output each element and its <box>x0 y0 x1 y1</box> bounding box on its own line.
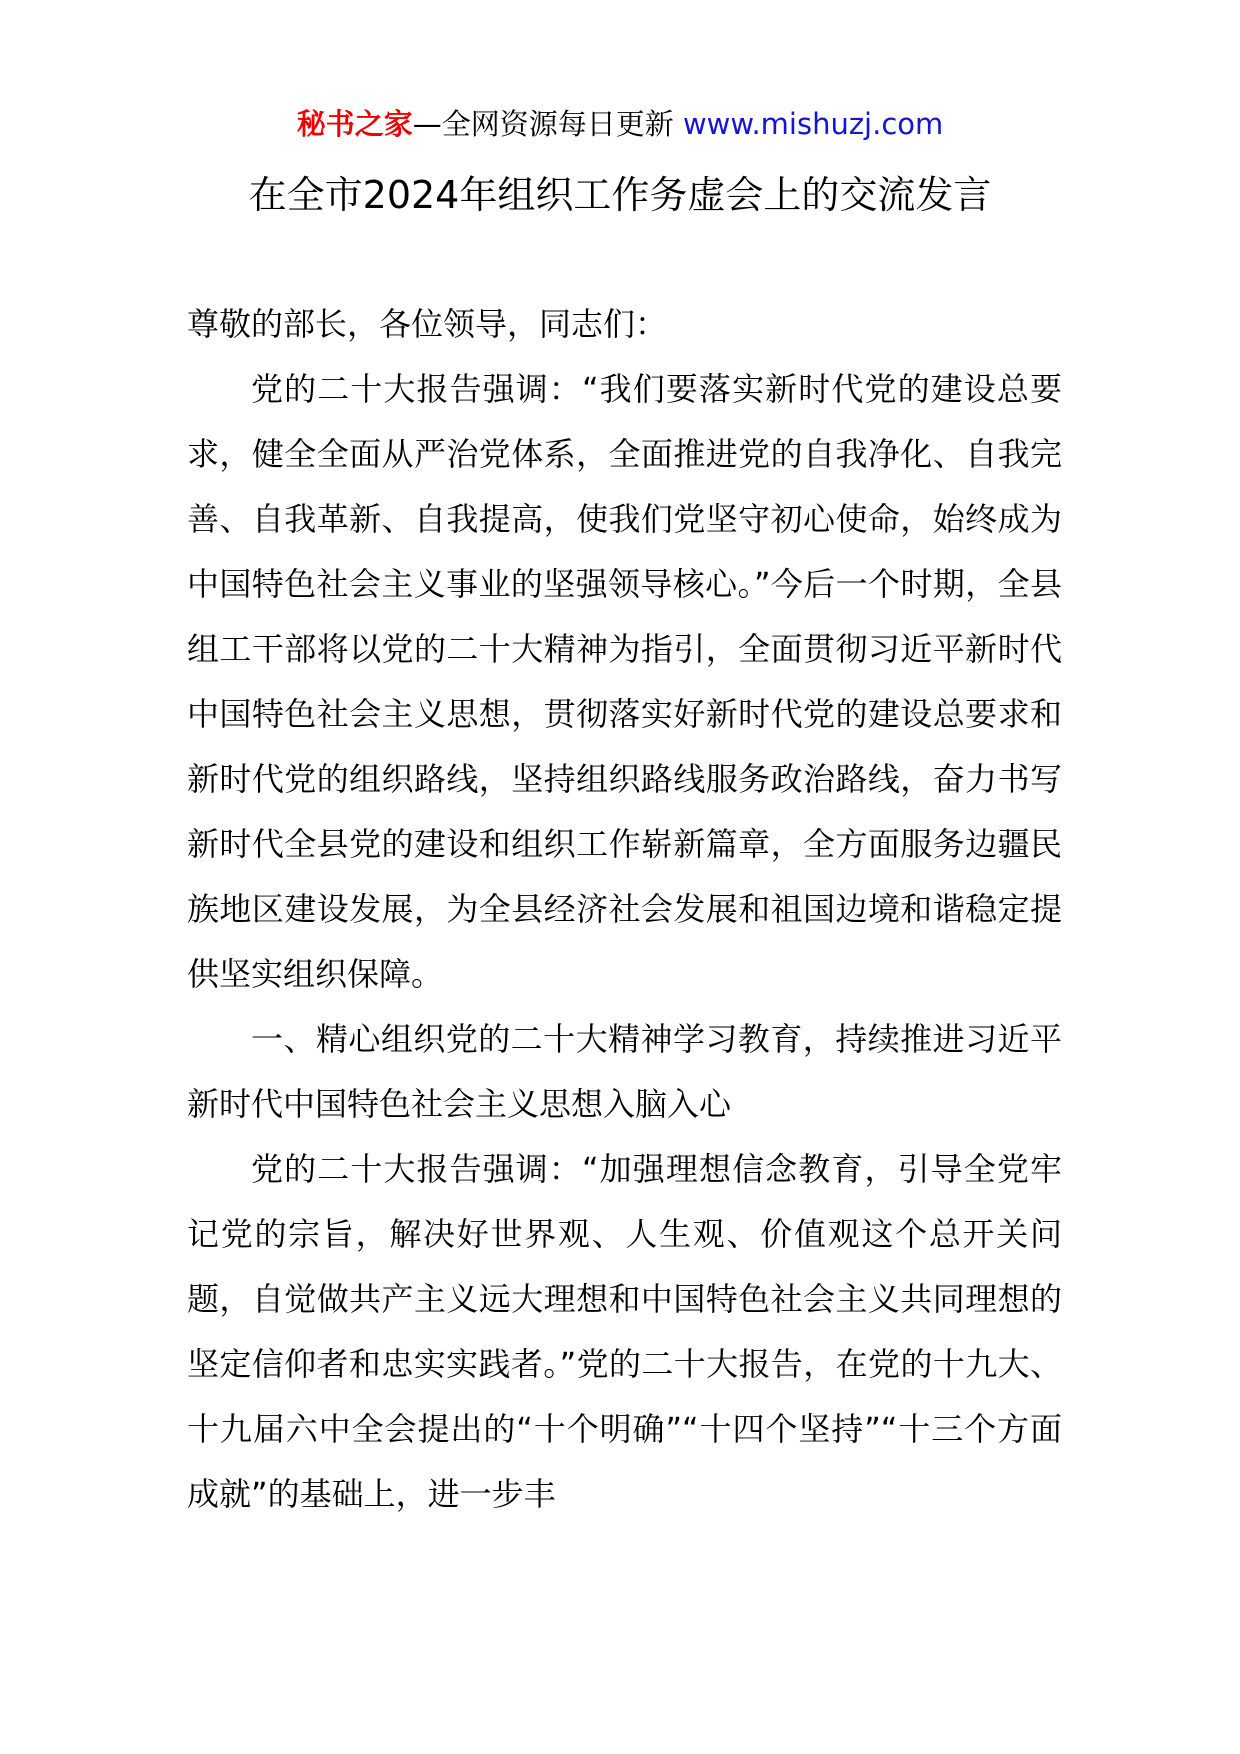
site-url-link[interactable]: www.mishuzj.com <box>682 107 944 141</box>
body-paragraph: 党的二十大报告强调：“加强理想信念教育，引导全党牢记党的宗旨，解决好世界观、人生观、价值观这个总开关问题，自觉做共产主义远大理想和中国特色社会主义共同理想的坚定信仰者和忠实实践者。”党的二十大报告，在党的十九大、十九届六中全会提出的“十个明确”“十四个坚持”“十三个方面成就”的基础上，进一步丰 <box>187 1150 1062 1513</box>
body-paragraph: 党的二十大报告强调：“我们要落实新时代党的建设总要求，健全全面从严治党体系，全面推进党的自我净化、自我完善、自我革新、自我提高，使我们党坚守初心使命，始终成为中国特色社会主义事业的坚强领导核心。”今后一个时期，全县组工干部将以党的二十大精神为指引，全面贯彻习近平新时代中国特色社会主义思想，贯彻落实好新时代党的建设总要求和新时代党的组织路线，坚持组织路线服务政治路线，奋力书写新时代全县党的建设和组织工作崭新篇章，全方面服务边疆民族地区建设发展，为全县经济社会发展和祖国边境和谐稳定提供坚实组织保障。 <box>187 370 1062 993</box>
site-brand[interactable]: 秘书之家 <box>296 107 413 141</box>
salutation: 尊敬的部长，各位领导，同志们： <box>187 305 668 343</box>
site-tagline: —全网资源每日更新 <box>412 107 683 141</box>
section-heading: 一、精心组织党的二十大精神学习教育，持续推进习近平新时代中国特色社会主义思想入脑入心 <box>187 1020 1062 1123</box>
document-title: 在全市2024年组织工作务虚会上的交流发言 <box>248 173 992 217</box>
document-body <box>187 292 1062 1527</box>
site-header <box>0 104 1240 144</box>
